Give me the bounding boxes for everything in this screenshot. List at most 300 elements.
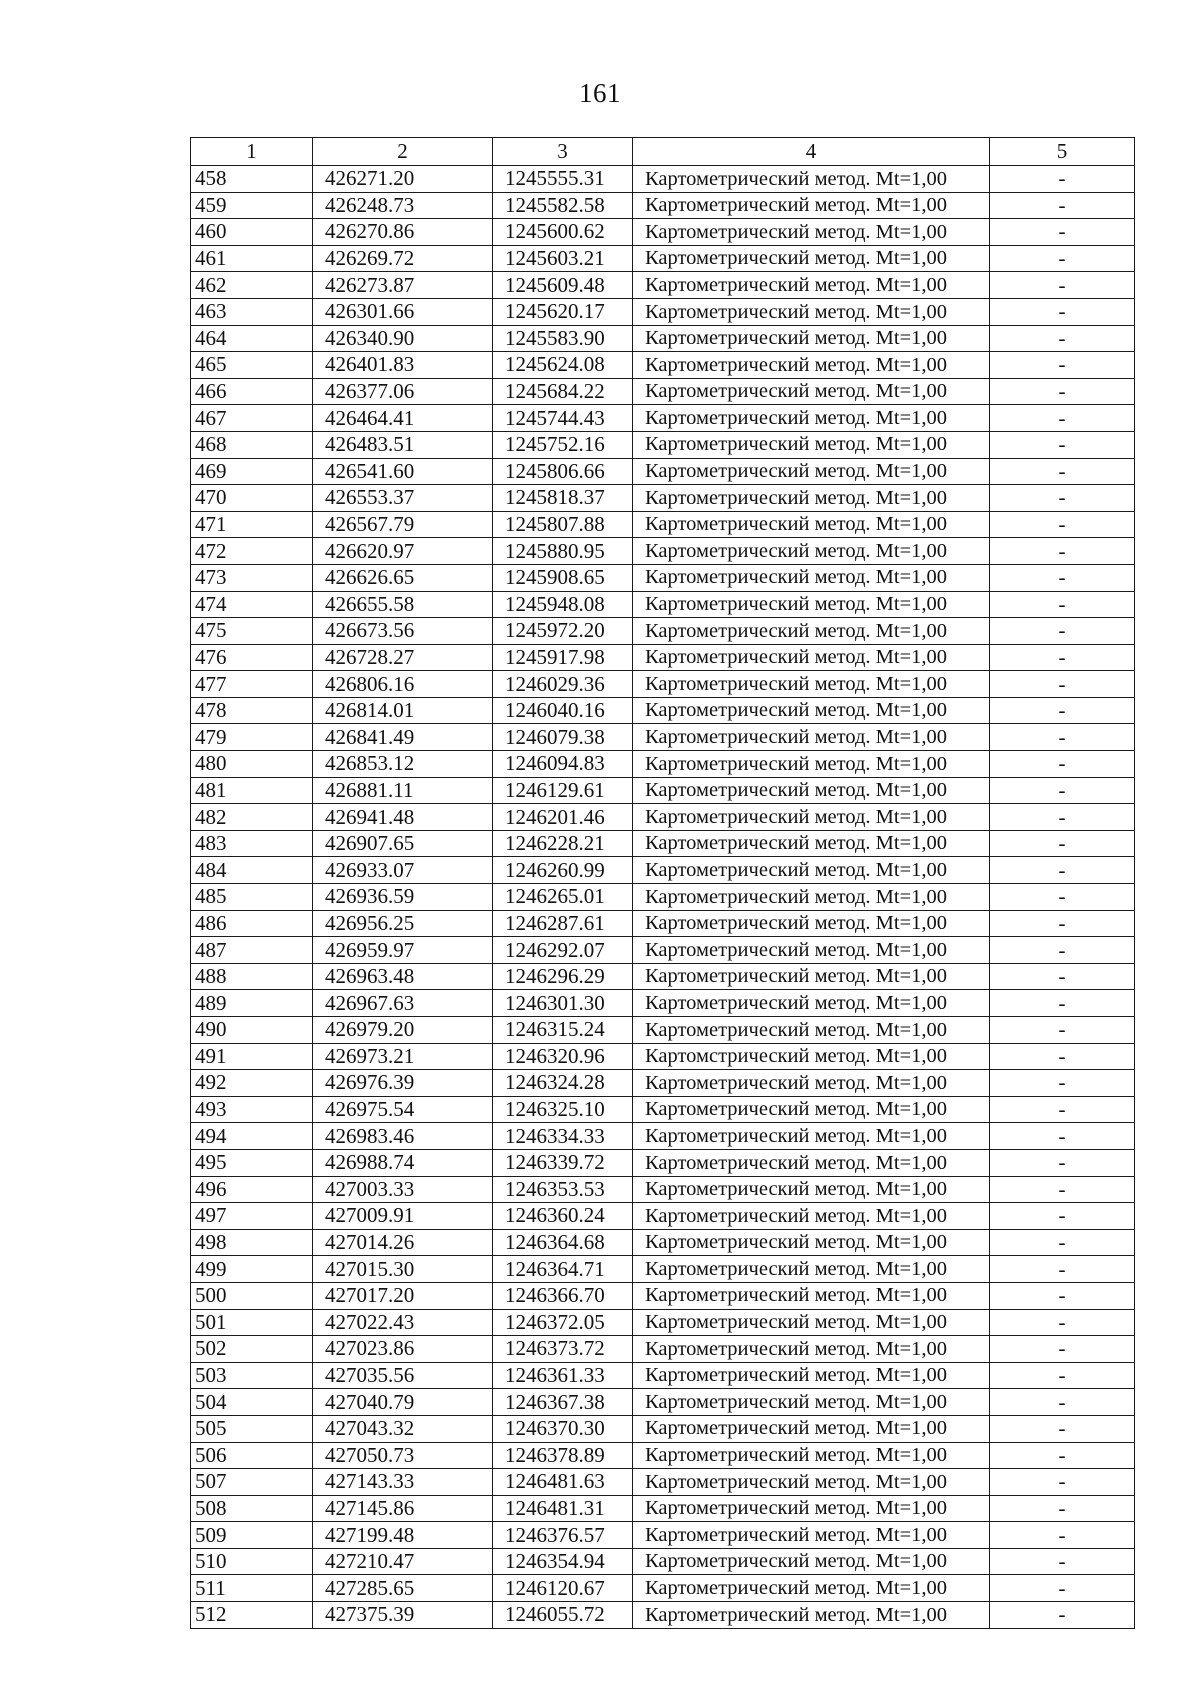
coord-x-cell: 426853.12 [313,751,493,778]
coord-y-cell: 1245582.58 [493,192,633,219]
coord-y-cell: 1246094.83 [493,751,633,778]
coord-x-cell: 427285.65 [313,1575,493,1602]
method-description-cell: Картометрический метод. Mt=1,00 [633,219,990,246]
coord-y-cell: 1246364.71 [493,1256,633,1283]
coord-x-cell: 426728.27 [313,644,493,671]
table-row [191,1362,1135,1389]
point-number-cell: 512 [191,1602,313,1629]
coord-x-cell: 427145.86 [313,1495,493,1522]
note-cell: - [990,937,1135,964]
point-number-cell: 498 [191,1229,313,1256]
coord-x-cell: 426270.86 [313,219,493,246]
note-cell: - [990,352,1135,379]
coord-y-cell: 1246373.72 [493,1336,633,1363]
point-number-cell: 488 [191,963,313,990]
coord-x-cell: 427014.26 [313,1229,493,1256]
table-row [191,219,1135,246]
point-number-cell: 497 [191,1203,313,1230]
note-cell: - [990,1017,1135,1044]
coord-x-cell: 426936.59 [313,884,493,911]
point-number-cell: 508 [191,1495,313,1522]
table-row [191,830,1135,857]
coord-x-cell: 426907.65 [313,830,493,857]
coord-x-cell: 426340.90 [313,325,493,352]
method-description-cell: Картометрический метод. Mt=1,00 [633,1203,990,1230]
coord-x-cell: 426269.72 [313,245,493,272]
method-description-cell: Картометрический метод. Mt=1,00 [633,724,990,751]
table-row [191,857,1135,884]
point-number-cell: 500 [191,1282,313,1309]
note-cell: - [990,697,1135,724]
note-cell: - [990,511,1135,538]
point-number-cell: 474 [191,591,313,618]
coord-y-cell: 1246372.05 [493,1309,633,1336]
table-row [191,910,1135,937]
coord-y-cell: 1246324.28 [493,1070,633,1097]
method-description-cell: Картометрический метод. Mt=1,00 [633,830,990,857]
method-description-cell: Картометрический метод. Mt=1,00 [633,1575,990,1602]
point-number-cell: 468 [191,431,313,458]
point-number-cell: 486 [191,910,313,937]
coord-x-cell: 427199.48 [313,1522,493,1549]
coord-x-cell: 426941.48 [313,804,493,831]
point-number-cell: 484 [191,857,313,884]
note-cell: - [990,1469,1135,1496]
coord-y-cell: 1246353.53 [493,1176,633,1203]
note-cell: - [990,1389,1135,1416]
point-number-cell: 510 [191,1548,313,1575]
point-number-cell: 489 [191,990,313,1017]
table-row [191,591,1135,618]
point-number-cell: 475 [191,618,313,645]
coord-y-cell: 1246339.72 [493,1149,633,1176]
coord-y-cell: 1246040.16 [493,697,633,724]
table-row [191,777,1135,804]
table-row [191,352,1135,379]
point-number-cell: 482 [191,804,313,831]
coord-y-cell: 1246079.38 [493,724,633,751]
coord-y-cell: 1246481.31 [493,1495,633,1522]
table-row [191,485,1135,512]
note-cell: - [990,1362,1135,1389]
note-cell: - [990,1602,1135,1629]
coord-x-cell: 426464.41 [313,405,493,432]
note-cell: - [990,272,1135,299]
coord-y-cell: 1246260.99 [493,857,633,884]
note-cell: - [990,1256,1135,1283]
coord-y-cell: 1246120.67 [493,1575,633,1602]
point-number-cell: 461 [191,245,313,272]
note-cell: - [990,777,1135,804]
point-number-cell: 470 [191,485,313,512]
table-row [191,804,1135,831]
coord-x-cell: 426933.07 [313,857,493,884]
coord-x-cell: 426956.25 [313,910,493,937]
coord-x-cell: 426975.54 [313,1096,493,1123]
coord-x-cell: 426248.73 [313,192,493,219]
method-description-cell: Картометрический метод. Mt=1,00 [633,352,990,379]
coord-x-cell: 426806.16 [313,671,493,698]
method-description-cell: Картометрический метод. Mt=1,00 [633,458,990,485]
method-description-cell: Картометрический метод. Mt=1,00 [633,697,990,724]
method-description-cell: Картометрический метод. Mt=1,00 [633,1548,990,1575]
note-cell: - [990,618,1135,645]
point-number-cell: 481 [191,777,313,804]
coord-x-cell: 426973.21 [313,1043,493,1070]
coord-x-cell: 427017.20 [313,1282,493,1309]
note-cell: - [990,963,1135,990]
note-cell: - [990,1123,1135,1150]
method-description-cell: Картометрический метод. Mt=1,00 [633,1442,990,1469]
table-row [191,1309,1135,1336]
point-number-cell: 496 [191,1176,313,1203]
coord-y-cell: 1246378.89 [493,1442,633,1469]
table-row [191,378,1135,405]
coord-x-cell: 426814.01 [313,697,493,724]
method-description-cell: Картометрический метод. Mt=1,00 [633,1602,990,1629]
header-col-3: 3 [493,138,633,166]
table-row [191,1017,1135,1044]
method-description-cell: Картометрический метод. Mt=1,00 [633,564,990,591]
table-row [191,724,1135,751]
method-description-cell: Картометрический метод. Mt=1,00 [633,884,990,911]
coord-x-cell: 427143.33 [313,1469,493,1496]
method-description-cell: Картометрический метод. Mt=1,00 [633,937,990,964]
coord-y-cell: 1245583.90 [493,325,633,352]
note-cell: - [990,405,1135,432]
coord-x-cell: 427210.47 [313,1548,493,1575]
table-row [191,1522,1135,1549]
coord-y-cell: 1245806.66 [493,458,633,485]
method-description-cell: Картометрический метод. Mt=1,00 [633,751,990,778]
coord-y-cell: 1245908.65 [493,564,633,591]
method-description-cell: Картометрический метод. Mt=1,00 [633,1336,990,1363]
point-number-cell: 499 [191,1256,313,1283]
note-cell: - [990,298,1135,325]
note-cell: - [990,1575,1135,1602]
note-cell: - [990,1070,1135,1097]
method-description-cell: Картометрический метод. Mt=1,00 [633,245,990,272]
coord-y-cell: 1246354.94 [493,1548,633,1575]
point-number-cell: 471 [191,511,313,538]
coord-y-cell: 1246315.24 [493,1017,633,1044]
table-row [191,245,1135,272]
point-number-cell: 473 [191,564,313,591]
coord-y-cell: 1246334.33 [493,1123,633,1150]
coord-y-cell: 1246320.96 [493,1043,633,1070]
note-cell: - [990,219,1135,246]
method-description-cell: Картометрический метод. Mt=1,00 [633,1070,990,1097]
table-row [191,697,1135,724]
note-cell: - [990,1176,1135,1203]
coord-x-cell: 426881.11 [313,777,493,804]
method-description-cell: Картометрический метод. Mt=1,00 [633,644,990,671]
table-row [191,166,1135,193]
coord-y-cell: 1246370.30 [493,1415,633,1442]
method-description-cell: Картометрический метод. Mt=1,00 [633,591,990,618]
method-description-cell: Картометрический метод. Mt=1,00 [633,1149,990,1176]
table-row [191,618,1135,645]
note-cell: - [990,910,1135,937]
point-number-cell: 502 [191,1336,313,1363]
method-description-cell: Картометрический метод. Mt=1,00 [633,1389,990,1416]
coord-x-cell: 426620.97 [313,538,493,565]
coord-x-cell: 426273.87 [313,272,493,299]
method-description-cell: Картометрический метод. Mt=1,00 [633,1017,990,1044]
method-description-cell: Картометрический метод. Mt=1,00 [633,857,990,884]
coord-x-cell: 427040.79 [313,1389,493,1416]
point-number-cell: 506 [191,1442,313,1469]
note-cell: - [990,671,1135,698]
coord-y-cell: 1245752.16 [493,431,633,458]
coord-y-cell: 1245744.43 [493,405,633,432]
coord-x-cell: 426963.48 [313,963,493,990]
point-number-cell: 507 [191,1469,313,1496]
table-row [191,564,1135,591]
coord-x-cell: 426401.83 [313,352,493,379]
point-number-cell: 463 [191,298,313,325]
note-cell: - [990,1149,1135,1176]
table-row [191,1415,1135,1442]
table-row [191,1203,1135,1230]
note-cell: - [990,1096,1135,1123]
coord-y-cell: 1246325.10 [493,1096,633,1123]
note-cell: - [990,1442,1135,1469]
coord-x-cell: 426983.46 [313,1123,493,1150]
table-row [191,1575,1135,1602]
point-number-cell: 469 [191,458,313,485]
note-cell: - [990,325,1135,352]
header-col-1: 1 [191,138,313,166]
coord-y-cell: 1245684.22 [493,378,633,405]
point-number-cell: 487 [191,937,313,964]
point-number-cell: 466 [191,378,313,405]
coord-y-cell: 1245624.08 [493,352,633,379]
method-description-cell: Картометрический метод. Mt=1,00 [633,166,990,193]
method-description-cell: Картометрический метод. Mt=1,00 [633,1229,990,1256]
table-row [191,431,1135,458]
coord-y-cell: 1245818.37 [493,485,633,512]
coord-y-cell: 1245603.21 [493,245,633,272]
point-number-cell: 494 [191,1123,313,1150]
coord-y-cell: 1246361.33 [493,1362,633,1389]
coord-x-cell: 426976.39 [313,1070,493,1097]
table-row [191,511,1135,538]
coord-y-cell: 1246481.63 [493,1469,633,1496]
table-row [191,325,1135,352]
table-row [191,1176,1135,1203]
method-description-cell: Картометрический метод. Mt=1,00 [633,1522,990,1549]
table-row [191,1043,1135,1070]
method-description-cell: Картометрический метод. Mt=1,00 [633,963,990,990]
coord-x-cell: 426673.56 [313,618,493,645]
note-cell: - [990,538,1135,565]
method-description-cell: Картометрический метод. Mt=1,00 [633,1362,990,1389]
table-row [191,1149,1135,1176]
table-row [191,884,1135,911]
coord-y-cell: 1246287.61 [493,910,633,937]
coordinates-table [190,137,1135,1629]
coord-y-cell: 1246292.07 [493,937,633,964]
header-row [191,138,1135,166]
coord-x-cell: 426553.37 [313,485,493,512]
table-row [191,1389,1135,1416]
method-description-cell: Картометрический метод. Mt=1,00 [633,538,990,565]
table-row [191,192,1135,219]
point-number-cell: 472 [191,538,313,565]
coord-y-cell: 1246129.61 [493,777,633,804]
coord-y-cell: 1245807.88 [493,511,633,538]
note-cell: - [990,378,1135,405]
coord-x-cell: 427009.91 [313,1203,493,1230]
point-number-cell: 492 [191,1070,313,1097]
method-description-cell: Картометрический метод. Mt=1,00 [633,1309,990,1336]
coord-y-cell: 1246201.46 [493,804,633,831]
note-cell: - [990,1522,1135,1549]
coord-x-cell: 427003.33 [313,1176,493,1203]
note-cell: - [990,1336,1135,1363]
coord-x-cell: 426377.06 [313,378,493,405]
coord-y-cell: 1246360.24 [493,1203,633,1230]
method-description-cell: Картометрический метод. Mt=1,00 [633,298,990,325]
coord-y-cell: 1246296.29 [493,963,633,990]
point-number-cell: 511 [191,1575,313,1602]
coord-x-cell: 426301.66 [313,298,493,325]
coord-y-cell: 1245972.20 [493,618,633,645]
method-description-cell: Картометрический метод. Mt=1,00 [633,1469,990,1496]
note-cell: - [990,857,1135,884]
table-row [191,538,1135,565]
point-number-cell: 458 [191,166,313,193]
point-number-cell: 477 [191,671,313,698]
coord-y-cell: 1245917.98 [493,644,633,671]
note-cell: - [990,564,1135,591]
point-number-cell: 479 [191,724,313,751]
table-row [191,1469,1135,1496]
coord-x-cell: 427015.30 [313,1256,493,1283]
table-row [191,1495,1135,1522]
note-cell: - [990,192,1135,219]
note-cell: - [990,724,1135,751]
coord-y-cell: 1246228.21 [493,830,633,857]
coord-y-cell: 1246301.30 [493,990,633,1017]
header-col-4: 4 [633,138,990,166]
point-number-cell: 503 [191,1362,313,1389]
table-row [191,963,1135,990]
point-number-cell: 493 [191,1096,313,1123]
method-description-cell: Картометрический метод. Mt=1,00 [633,804,990,831]
note-cell: - [990,591,1135,618]
point-number-cell: 491 [191,1043,313,1070]
method-description-cell: Картометрический метод. Mt=1,00 [633,618,990,645]
table-row [191,1336,1135,1363]
coord-y-cell: 1245600.62 [493,219,633,246]
note-cell: - [990,1415,1135,1442]
table-row [191,298,1135,325]
coord-x-cell: 426567.79 [313,511,493,538]
table-row [191,990,1135,1017]
point-number-cell: 490 [191,1017,313,1044]
method-description-cell: Картометрический метод. Mt=1,00 [633,671,990,698]
method-description-cell: Картометрический метод. Mt=1,00 [633,777,990,804]
note-cell: - [990,1043,1135,1070]
method-description-cell: Картомстрический метод. Mt=1,00 [633,1043,990,1070]
table-row [191,1442,1135,1469]
coord-y-cell: 1245620.17 [493,298,633,325]
method-description-cell: Картометрический метод. Mt=1,00 [633,272,990,299]
note-cell: - [990,1495,1135,1522]
coord-y-cell: 1246367.38 [493,1389,633,1416]
coord-x-cell: 426988.74 [313,1149,493,1176]
coord-y-cell: 1246265.01 [493,884,633,911]
note-cell: - [990,166,1135,193]
method-description-cell: Картометрический метод. Mt=1,00 [633,990,990,1017]
note-cell: - [990,245,1135,272]
method-description-cell: Картометрический метод. Mt=1,00 [633,1123,990,1150]
method-description-cell: Картометрический метод. Mt=1,00 [633,1495,990,1522]
table-row [191,1229,1135,1256]
note-cell: - [990,990,1135,1017]
table-row [191,1070,1135,1097]
point-number-cell: 504 [191,1389,313,1416]
table-row [191,1548,1135,1575]
table-row [191,1096,1135,1123]
note-cell: - [990,458,1135,485]
point-number-cell: 464 [191,325,313,352]
point-number-cell: 462 [191,272,313,299]
table-row [191,405,1135,432]
page-number: 161 [579,78,621,108]
coord-x-cell: 426841.49 [313,724,493,751]
point-number-cell: 476 [191,644,313,671]
table-row [191,1282,1135,1309]
note-cell: - [990,485,1135,512]
coord-x-cell: 427050.73 [313,1442,493,1469]
note-cell: - [990,1548,1135,1575]
coord-x-cell: 426626.65 [313,564,493,591]
method-description-cell: Картометрический метод. Mt=1,00 [633,192,990,219]
table-row [191,1256,1135,1283]
coord-x-cell: 426541.60 [313,458,493,485]
method-description-cell: Картометрический метод. Mt=1,00 [633,378,990,405]
point-number-cell: 480 [191,751,313,778]
coord-x-cell: 426967.63 [313,990,493,1017]
note-cell: - [990,1309,1135,1336]
table-row [191,1123,1135,1150]
note-cell: - [990,884,1135,911]
note-cell: - [990,830,1135,857]
note-cell: - [990,1203,1135,1230]
table-row [191,1602,1135,1629]
coord-y-cell: 1246029.36 [493,671,633,698]
coord-x-cell: 426979.20 [313,1017,493,1044]
coord-y-cell: 1246055.72 [493,1602,633,1629]
point-number-cell: 501 [191,1309,313,1336]
method-description-cell: Картометрический метод. Mt=1,00 [633,325,990,352]
table-row [191,751,1135,778]
point-number-cell: 495 [191,1149,313,1176]
coord-y-cell: 1245948.08 [493,591,633,618]
coord-x-cell: 427043.32 [313,1415,493,1442]
coord-x-cell: 427035.56 [313,1362,493,1389]
coord-x-cell: 427022.43 [313,1309,493,1336]
coord-x-cell: 427023.86 [313,1336,493,1363]
note-cell: - [990,804,1135,831]
point-number-cell: 478 [191,697,313,724]
method-description-cell: Картометрический метод. Mt=1,00 [633,431,990,458]
point-number-cell: 459 [191,192,313,219]
point-number-cell: 460 [191,219,313,246]
